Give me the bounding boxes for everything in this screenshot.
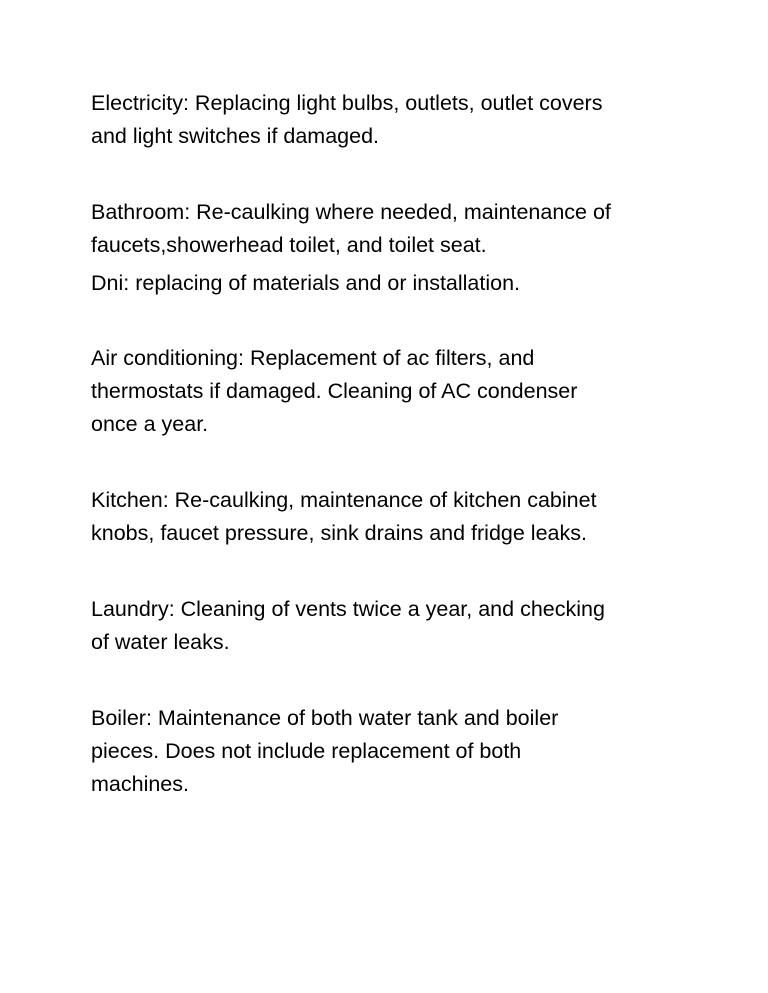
text-line: pieces. Does not include replacement of both <box>91 739 522 763</box>
text-line: Boiler: Maintenance of both water tank and boiler <box>91 706 559 730</box>
text-line: of water leaks. <box>91 630 230 654</box>
text-line: machines. <box>91 772 189 796</box>
text-line: Electricity: Replacing light bulbs, outlets, outlet covers <box>91 91 603 115</box>
paragraph-laundry <box>91 593 691 659</box>
paragraph-bathroom <box>91 196 691 262</box>
text-line: faucets,showerhead toilet, and toilet seat. <box>91 233 487 257</box>
text-line: Laundry: Cleaning of vents twice a year, and checking <box>91 597 605 621</box>
text-line: once a year. <box>91 412 209 436</box>
paragraph-air-conditioning <box>91 342 691 441</box>
paragraph-dni <box>91 267 691 300</box>
paragraph-kitchen <box>91 484 691 550</box>
paragraph-electricity <box>91 87 691 153</box>
text-line: Bathroom: Re-caulking where needed, maintenance of <box>91 200 611 224</box>
paragraph-boiler <box>91 702 691 801</box>
text-line: Dni: replacing of materials and or installation. <box>91 271 521 295</box>
text-line: and light switches if damaged. <box>91 124 380 148</box>
text-line: Kitchen: Re-caulking, maintenance of kitchen cabinet <box>91 488 597 512</box>
text-line: Air conditioning: Replacement of ac filters, and <box>91 346 535 370</box>
text-line: knobs, faucet pressure, sink drains and fridge leaks. <box>91 521 587 545</box>
text-line: thermostats if damaged. Cleaning of AC condenser <box>91 379 578 403</box>
